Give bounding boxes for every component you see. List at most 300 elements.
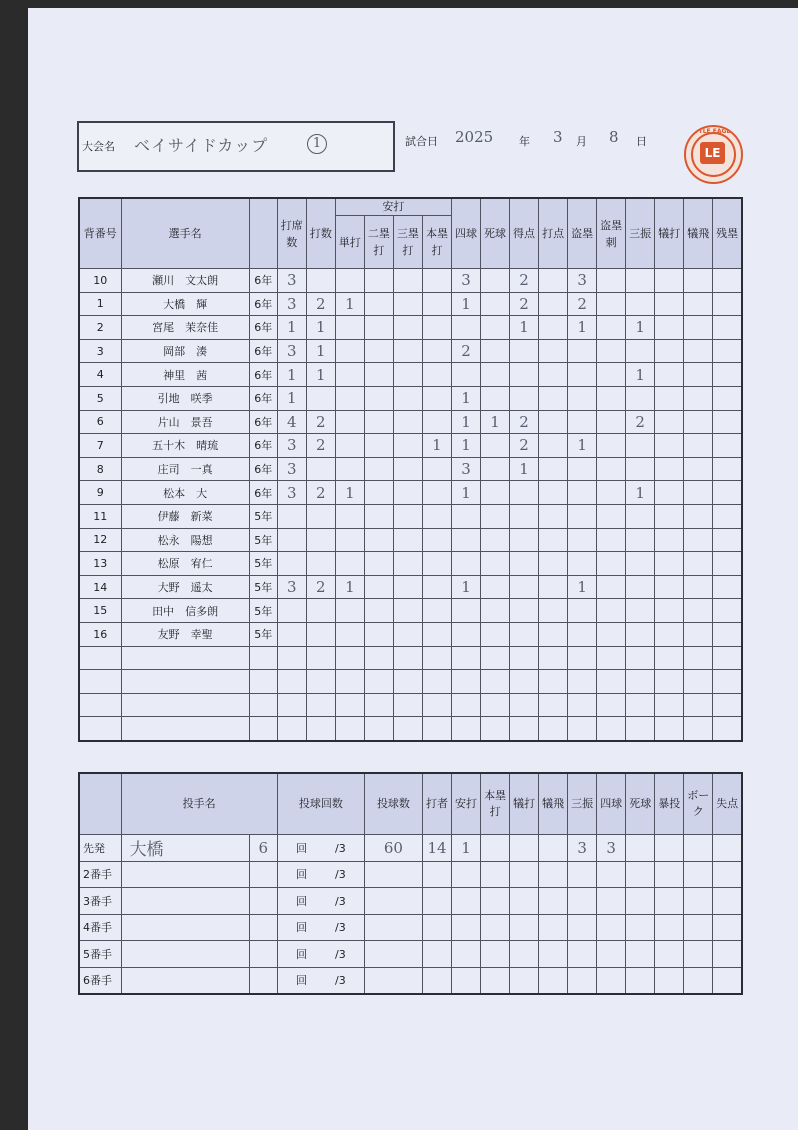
stat-so-cell: [626, 717, 655, 741]
stat-sac-cell: [655, 363, 684, 387]
header-ab: 打数: [306, 198, 335, 269]
player-name-cell: 松本 大: [121, 481, 249, 505]
stat-ab-cell: 2: [306, 410, 335, 434]
stat-runs-cell: 1: [510, 316, 539, 340]
pitch-stat-sac-cell: [510, 941, 539, 968]
stat-double-cell: [364, 481, 393, 505]
stat-sf-cell: [684, 622, 713, 646]
stat-hbp-cell: [481, 575, 510, 599]
player-name-cell: 友野 幸聖: [121, 622, 249, 646]
stat-runs-cell: 2: [510, 269, 539, 293]
pitch-stat-sac-cell: [510, 888, 539, 915]
pitch-stat-hbp-cell: [626, 888, 655, 915]
player-name-cell: 片山 景吾: [121, 410, 249, 434]
stat-pa-cell: [277, 717, 306, 741]
stat-lob-cell: [713, 670, 742, 694]
stat-runs-cell: [510, 552, 539, 576]
stat-pa-cell: 3: [277, 292, 306, 316]
pitcher-name-cell: [121, 941, 249, 968]
stat-sb-cell: [568, 599, 597, 623]
player-grade-cell: 6年: [249, 410, 277, 434]
stat-sf-cell: [684, 575, 713, 599]
header-walks: 四球: [451, 198, 480, 269]
stat-rbi-cell: [539, 670, 568, 694]
stat-so-cell: 1: [626, 363, 655, 387]
stat-lob-cell: [713, 693, 742, 717]
pitch-stat-balk-cell: [684, 941, 713, 968]
player-name-cell: [121, 693, 249, 717]
date-day: 8: [609, 128, 619, 146]
player-grade-cell: 6年: [249, 292, 277, 316]
stat-hr-cell: [422, 481, 451, 505]
stat-rbi-cell: [539, 269, 568, 293]
header-hbp: 死球: [481, 198, 510, 269]
pitch-header-hits: 安打: [452, 773, 481, 835]
stat-hbp-cell: [481, 670, 510, 694]
pitcher-name-cell: [121, 861, 249, 888]
stat-double-cell: [364, 575, 393, 599]
stat-hr-cell: [422, 693, 451, 717]
stat-rbi-cell: [539, 457, 568, 481]
stat-sf-cell: [684, 434, 713, 458]
stat-triple-cell: [393, 575, 422, 599]
player-number-cell: [79, 717, 121, 741]
stat-lob-cell: [713, 457, 742, 481]
stat-single-cell: [335, 386, 364, 410]
pitch-stat-hr-cell: [481, 941, 510, 968]
stat-walks-cell: 1: [451, 575, 480, 599]
stat-lob-cell: [713, 410, 742, 434]
player-number-cell: 5: [79, 386, 121, 410]
stat-so-cell: [626, 622, 655, 646]
player-grade-cell: 5年: [249, 622, 277, 646]
pitcher-role-cell: 3番手: [79, 888, 121, 915]
stat-so-cell: [626, 575, 655, 599]
stat-lob-cell: [713, 646, 742, 670]
pitch-stat-hr-cell: [481, 888, 510, 915]
pitch-stat-er-cell: [713, 967, 742, 994]
stat-cs-cell: [597, 504, 626, 528]
stat-hr-cell: [422, 599, 451, 623]
stat-ab-cell: [306, 457, 335, 481]
stat-hbp-cell: [481, 646, 510, 670]
pitching-table: [78, 772, 743, 995]
stat-walks-cell: [451, 504, 480, 528]
stat-lob-cell: [713, 717, 742, 741]
stat-hbp-cell: [481, 528, 510, 552]
stat-single-cell: 1: [335, 481, 364, 505]
stat-sb-cell: [568, 457, 597, 481]
pitcher-innings-hand-cell: [249, 941, 277, 968]
stat-single-cell: [335, 552, 364, 576]
header-so: 三振: [626, 198, 655, 269]
stat-pa-cell: [277, 670, 306, 694]
stat-ab-cell: 1: [306, 339, 335, 363]
stat-walks-cell: [451, 693, 480, 717]
batting-row: [79, 481, 742, 505]
pitch-stat-hbp-cell: [626, 967, 655, 994]
stat-pa-cell: 3: [277, 457, 306, 481]
player-number-cell: [79, 646, 121, 670]
header-double: 二塁打: [364, 216, 393, 269]
pitch-stat-so-cell: [568, 861, 597, 888]
player-number-cell: 10: [79, 269, 121, 293]
pitch-stat-sf-cell: [539, 861, 568, 888]
player-grade-cell: 6年: [249, 269, 277, 293]
player-grade-cell: 6年: [249, 339, 277, 363]
pitch-stat-sf-cell: [539, 888, 568, 915]
header-player-name: 選手名: [121, 198, 249, 269]
pitch-stat-er-cell: [713, 835, 742, 862]
pitch-header-pitches: 投球数: [364, 773, 422, 835]
innings-cell: [277, 914, 364, 941]
stat-sf-cell: [684, 599, 713, 623]
stat-so-cell: 1: [626, 481, 655, 505]
stat-ab-cell: [306, 269, 335, 293]
stat-rbi-cell: [539, 599, 568, 623]
pitch-header-role-blank: [79, 773, 121, 835]
stat-so-cell: [626, 646, 655, 670]
player-number-cell: 1: [79, 292, 121, 316]
stat-single-cell: [335, 599, 364, 623]
stat-sac-cell: [655, 434, 684, 458]
stat-double-cell: [364, 316, 393, 340]
player-grade-cell: [249, 693, 277, 717]
batting-row: [79, 670, 742, 694]
stat-walks-cell: 1: [451, 434, 480, 458]
pitch-stat-pitches-cell: [364, 941, 422, 968]
stat-ab-cell: [306, 599, 335, 623]
player-name-cell: 伊藤 新菜: [121, 504, 249, 528]
stat-cs-cell: [597, 481, 626, 505]
stat-lob-cell: [713, 269, 742, 293]
stat-so-cell: 1: [626, 316, 655, 340]
stat-sb-cell: [568, 646, 597, 670]
stat-hr-cell: 1: [422, 434, 451, 458]
player-grade-cell: [249, 717, 277, 741]
pitch-stat-bb-cell: 3: [597, 835, 626, 862]
player-grade-cell: 6年: [249, 457, 277, 481]
player-number-cell: 6: [79, 410, 121, 434]
pitch-stat-hits-cell: [452, 888, 481, 915]
stat-runs-cell: [510, 528, 539, 552]
pitch-stat-so-cell: [568, 941, 597, 968]
pitch-stat-wp-cell: [655, 914, 684, 941]
stat-pa-cell: [277, 552, 306, 576]
stat-triple-cell: [393, 481, 422, 505]
batting-row: [79, 622, 742, 646]
tournament-label: 大会名: [82, 140, 115, 153]
stat-hr-cell: [422, 363, 451, 387]
inning-unit: 回: [295, 921, 307, 935]
pitch-stat-bb-cell: [597, 914, 626, 941]
pitch-stat-bb-cell: [597, 967, 626, 994]
stat-hbp-cell: [481, 504, 510, 528]
pitch-stat-bb-cell: [597, 941, 626, 968]
pitcher-name-cell: [121, 888, 249, 915]
player-grade-cell: [249, 646, 277, 670]
stat-triple-cell: [393, 339, 422, 363]
stat-double-cell: [364, 386, 393, 410]
stat-ab-cell: [306, 386, 335, 410]
stat-cs-cell: [597, 410, 626, 434]
pitcher-innings-hand-cell: [249, 967, 277, 994]
stat-cs-cell: [597, 457, 626, 481]
stat-ab-cell: [306, 622, 335, 646]
batting-row: [79, 363, 742, 387]
player-number-cell: 13: [79, 552, 121, 576]
batting-row: [79, 717, 742, 741]
stat-hbp-cell: [481, 693, 510, 717]
stat-sb-cell: [568, 622, 597, 646]
stat-sac-cell: [655, 646, 684, 670]
stat-hbp-cell: [481, 339, 510, 363]
stat-walks-cell: [451, 363, 480, 387]
player-name-cell: 大野 遥太: [121, 575, 249, 599]
stat-triple-cell: [393, 528, 422, 552]
stat-hbp-cell: [481, 363, 510, 387]
player-name-cell: 岡部 湊: [121, 339, 249, 363]
stat-sf-cell: [684, 646, 713, 670]
pitcher-role-cell: 先発: [79, 835, 121, 862]
stat-cs-cell: [597, 528, 626, 552]
stat-walks-cell: [451, 670, 480, 694]
pitcher-name-cell: 大橋: [121, 835, 249, 862]
pitch-header-balk: ボーク: [684, 773, 713, 835]
player-number-cell: 4: [79, 363, 121, 387]
pitch-stat-sf-cell: [539, 941, 568, 968]
stat-so-cell: [626, 292, 655, 316]
player-number-cell: 11: [79, 504, 121, 528]
stat-sac-cell: [655, 622, 684, 646]
header-grade-blank: [249, 198, 277, 269]
stat-double-cell: [364, 646, 393, 670]
stat-ab-cell: [306, 646, 335, 670]
stat-walks-cell: [451, 717, 480, 741]
stat-single-cell: [335, 316, 364, 340]
stat-single-cell: [335, 410, 364, 434]
header-sf: 犠飛: [684, 198, 713, 269]
pitching-row: [79, 888, 742, 915]
player-number-cell: 9: [79, 481, 121, 505]
stat-ab-cell: [306, 552, 335, 576]
stat-single-cell: 1: [335, 292, 364, 316]
player-name-cell: 神里 茜: [121, 363, 249, 387]
stat-rbi-cell: [539, 717, 568, 741]
stat-double-cell: [364, 717, 393, 741]
batting-row: [79, 339, 742, 363]
stat-so-cell: 2: [626, 410, 655, 434]
pitch-stat-hbp-cell: [626, 835, 655, 862]
header-lob: 残塁: [713, 198, 742, 269]
player-grade-cell: 6年: [249, 363, 277, 387]
pitch-header-bb: 四球: [597, 773, 626, 835]
pitch-stat-so-cell: [568, 914, 597, 941]
pitch-stat-sf-cell: [539, 967, 568, 994]
stat-double-cell: [364, 504, 393, 528]
player-grade-cell: 5年: [249, 575, 277, 599]
player-name-cell: 宮尾 茉奈佳: [121, 316, 249, 340]
player-name-cell: 五十木 晴琉: [121, 434, 249, 458]
stat-walks-cell: [451, 622, 480, 646]
stat-pa-cell: [277, 622, 306, 646]
stat-hr-cell: [422, 269, 451, 293]
pitch-stat-hits-cell: 1: [452, 835, 481, 862]
stat-rbi-cell: [539, 316, 568, 340]
stat-hbp-cell: [481, 269, 510, 293]
stat-hbp-cell: [481, 717, 510, 741]
pitch-stat-sac-cell: [510, 914, 539, 941]
stat-sf-cell: [684, 457, 713, 481]
player-number-cell: [79, 670, 121, 694]
stat-rbi-cell: [539, 434, 568, 458]
stat-triple-cell: [393, 434, 422, 458]
date-label: 試合日: [405, 135, 438, 148]
batting-row: [79, 410, 742, 434]
pitch-stat-hr-cell: [481, 835, 510, 862]
stat-triple-cell: [393, 622, 422, 646]
pitching-row: [79, 835, 742, 862]
stat-rbi-cell: [539, 363, 568, 387]
player-grade-cell: 5年: [249, 552, 277, 576]
stat-walks-cell: [451, 528, 480, 552]
stat-ab-cell: 2: [306, 434, 335, 458]
stat-so-cell: [626, 552, 655, 576]
pitch-stat-sac-cell: [510, 835, 539, 862]
pitch-header-er: 失点: [713, 773, 742, 835]
stat-hbp-cell: [481, 552, 510, 576]
player-name-cell: 田中 信多朗: [121, 599, 249, 623]
stat-sac-cell: [655, 292, 684, 316]
stat-sac-cell: [655, 269, 684, 293]
pitch-stat-bf-cell: [422, 941, 451, 968]
pitch-stat-bf-cell: [422, 967, 451, 994]
pitch-stat-balk-cell: [684, 835, 713, 862]
pitch-stat-bf-cell: [422, 914, 451, 941]
pitch-stat-pitches-cell: [364, 888, 422, 915]
stat-sb-cell: [568, 339, 597, 363]
stat-sac-cell: [655, 693, 684, 717]
player-number-cell: 2: [79, 316, 121, 340]
stat-sac-cell: [655, 670, 684, 694]
player-grade-cell: 5年: [249, 504, 277, 528]
year-unit: 年: [519, 135, 530, 148]
stat-single-cell: [335, 363, 364, 387]
stat-ab-cell: [306, 693, 335, 717]
player-number-cell: 12: [79, 528, 121, 552]
stat-lob-cell: [713, 292, 742, 316]
stat-walks-cell: 1: [451, 292, 480, 316]
stat-walks-cell: [451, 316, 480, 340]
stat-lob-cell: [713, 504, 742, 528]
stat-cs-cell: [597, 339, 626, 363]
stat-double-cell: [364, 269, 393, 293]
player-grade-cell: 6年: [249, 316, 277, 340]
stat-cs-cell: [597, 292, 626, 316]
stat-so-cell: [626, 457, 655, 481]
pitch-stat-wp-cell: [655, 967, 684, 994]
stat-walks-cell: 1: [451, 386, 480, 410]
stat-sf-cell: [684, 269, 713, 293]
stat-walks-cell: 1: [451, 481, 480, 505]
stat-sb-cell: [568, 504, 597, 528]
stat-sf-cell: [684, 670, 713, 694]
stat-so-cell: [626, 670, 655, 694]
team-logo: [684, 125, 743, 184]
batting-row: [79, 599, 742, 623]
batting-row: [79, 269, 742, 293]
pitcher-innings-hand-cell: 6: [249, 835, 277, 862]
stat-pa-cell: [277, 528, 306, 552]
game-number: 1: [307, 134, 327, 154]
stat-cs-cell: [597, 646, 626, 670]
stat-hbp-cell: [481, 292, 510, 316]
stat-sb-cell: 2: [568, 292, 597, 316]
stat-hr-cell: [422, 292, 451, 316]
stat-hr-cell: [422, 646, 451, 670]
stat-triple-cell: [393, 292, 422, 316]
inning-unit: 回: [295, 841, 307, 855]
stat-pa-cell: [277, 504, 306, 528]
pitch-header-hbp: 死球: [626, 773, 655, 835]
stat-lob-cell: [713, 599, 742, 623]
pitch-stat-er-cell: [713, 941, 742, 968]
stat-single-cell: [335, 339, 364, 363]
pitch-stat-hbp-cell: [626, 941, 655, 968]
stat-sac-cell: [655, 504, 684, 528]
header-triple: 三塁打: [393, 216, 422, 269]
stat-hr-cell: [422, 622, 451, 646]
player-grade-cell: 6年: [249, 481, 277, 505]
stat-sb-cell: [568, 717, 597, 741]
stat-double-cell: [364, 410, 393, 434]
stat-cs-cell: [597, 269, 626, 293]
stat-hr-cell: [422, 457, 451, 481]
batting-row: [79, 457, 742, 481]
inning-fraction: /3: [334, 974, 346, 988]
stat-rbi-cell: [539, 575, 568, 599]
stat-hr-cell: [422, 386, 451, 410]
stat-sb-cell: [568, 410, 597, 434]
stat-so-cell: [626, 434, 655, 458]
stat-hr-cell: [422, 552, 451, 576]
stat-sf-cell: [684, 292, 713, 316]
stat-sf-cell: [684, 386, 713, 410]
stat-lob-cell: [713, 339, 742, 363]
stat-runs-cell: [510, 386, 539, 410]
stat-runs-cell: [510, 363, 539, 387]
stat-triple-cell: [393, 504, 422, 528]
stat-hbp-cell: [481, 481, 510, 505]
stat-sf-cell: [684, 481, 713, 505]
stat-runs-cell: [510, 599, 539, 623]
stat-hbp-cell: [481, 622, 510, 646]
stat-pa-cell: 1: [277, 386, 306, 410]
pitch-stat-hits-cell: [452, 967, 481, 994]
stat-so-cell: [626, 339, 655, 363]
batting-row: [79, 575, 742, 599]
stat-cs-cell: [597, 316, 626, 340]
stat-double-cell: [364, 670, 393, 694]
stat-ab-cell: 1: [306, 363, 335, 387]
pitch-header-sac: 犠打: [510, 773, 539, 835]
pitch-stat-sf-cell: [539, 914, 568, 941]
stat-lob-cell: [713, 316, 742, 340]
stat-runs-cell: [510, 717, 539, 741]
stat-hr-cell: [422, 717, 451, 741]
pitch-header-name: 投手名: [121, 773, 277, 835]
stat-sf-cell: [684, 339, 713, 363]
